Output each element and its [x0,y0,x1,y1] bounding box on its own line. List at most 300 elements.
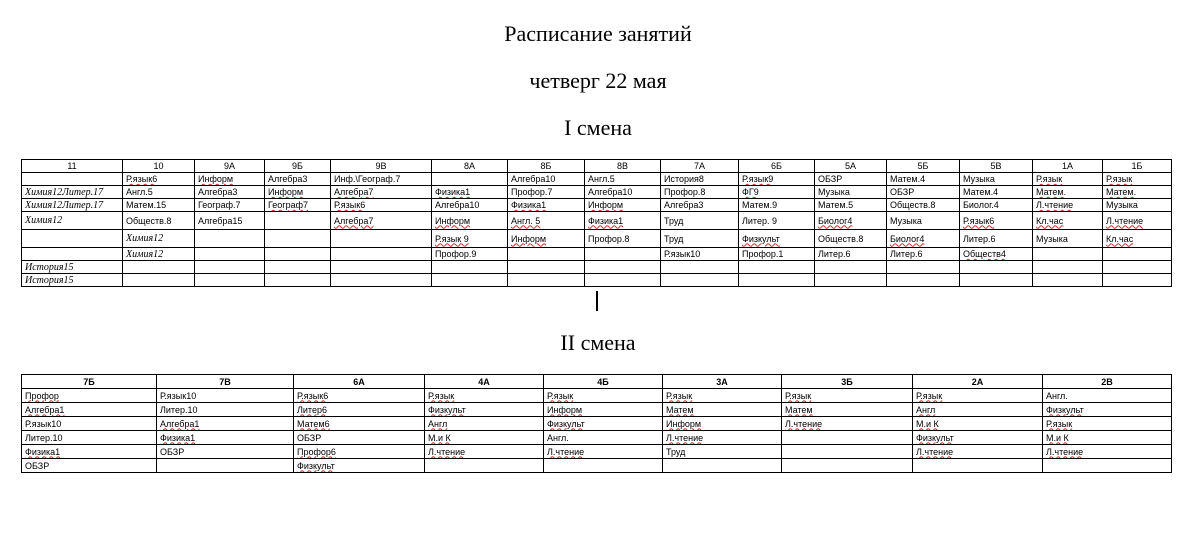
cell-text: Литер. 9 [742,215,777,226]
table-cell [157,403,294,417]
cell-text: Физкульт [428,404,466,415]
cell-text: Л.чтение [666,432,704,443]
table-cell [661,199,739,212]
table-row [22,248,1172,261]
cell-text: Р.язык [916,390,943,401]
cell-text: Литер6 [297,404,327,415]
cell-text: Литер.6 [818,249,851,259]
cell-text: Р.язык [666,390,693,401]
table-cell [663,445,782,459]
table-cell [265,230,331,248]
column-header: 3А [663,375,782,389]
cell-text: Р.язык [1036,174,1063,184]
table-cell [425,417,544,431]
table-cell [585,186,661,199]
table-row [22,417,1172,431]
table-cell [815,199,887,212]
cell-text: Р.язык6 [963,215,995,226]
cell-text: Матем [666,404,694,415]
table-header-row [22,160,1172,173]
cell-text: Алгебра15 [198,215,243,226]
cell-text: Профор [25,390,59,401]
table-cell [22,274,123,287]
table-cell [425,459,544,473]
table-cell [585,261,661,274]
cell-text: Химия12 [126,248,164,260]
table-cell [815,274,887,287]
cell-text: Англ. [547,432,569,443]
column-header: 6А [294,375,425,389]
table-row [22,186,1172,199]
column-header: 10 [123,160,195,173]
table-cell [661,230,739,248]
table-cell [960,199,1033,212]
column-header: 7А [661,160,739,173]
cell-text: Англ. 5 [511,215,541,226]
cell-text: Физкульт [1046,404,1084,415]
cell-text: Профор.7 [511,187,553,197]
table-cell [960,173,1033,186]
table-cell [585,230,661,248]
cell-text: Р.язык10 [160,390,197,401]
table-cell [195,212,265,230]
table-row [22,459,1172,473]
cell-text: Л.чтение [1036,200,1074,210]
column-header: 4А [425,375,544,389]
table-cell [22,248,123,261]
table-cell [1103,186,1172,199]
table-cell [544,403,663,417]
table-cell [508,212,585,230]
cell-text: Алгебра1 [160,418,200,429]
column-header: 5В [960,160,1033,173]
table-cell [508,173,585,186]
table-cell [1033,248,1103,261]
cell-text: Л.чтение [785,418,823,429]
table-cell [739,230,815,248]
table-cell [663,431,782,445]
cell-text: Англ [428,418,448,429]
cell-text: Алгебра10 [511,174,556,184]
cell-text: ОБЗР [818,174,843,184]
table-cell [157,431,294,445]
cell-text: Матем.4 [890,174,926,184]
table-cell [887,173,960,186]
table-cell [913,431,1043,445]
cell-text: Физкульт [742,233,780,244]
cell-text: ОБЗР [160,446,185,457]
table-cell [294,403,425,417]
cell-text: Р.язык [785,390,812,401]
table-cell [123,186,195,199]
table-cell [157,445,294,459]
table-cell [123,230,195,248]
table-row [22,230,1172,248]
table-row [22,274,1172,287]
table-cell [1033,199,1103,212]
cell-text: Англ.5 [126,187,153,197]
cell-text: Англ [916,404,936,415]
table-cell [432,173,508,186]
cell-text: Обществ.8 [818,233,864,244]
cell-text: Алгебра10 [435,200,480,210]
cell-text: Р.язык6 [297,390,329,401]
cell-text: Музыка [818,187,850,197]
cell-text: История8 [664,174,704,184]
cell-text: ОБЗР [890,187,915,197]
cell-text: Физкульт [297,460,335,471]
table-cell [887,199,960,212]
cell-text: Биолог4 [818,215,853,226]
table-cell [913,459,1043,473]
column-header: 2А [913,375,1043,389]
table-cell [22,403,157,417]
cell-text: Обществ.8 [126,215,172,226]
cell-text: Кл.час [1036,215,1064,226]
table-cell [22,459,157,473]
table-cell [1043,389,1172,403]
column-header: 1Б [1103,160,1172,173]
column-header: 5Б [887,160,960,173]
table-cell [815,230,887,248]
table-row [22,403,1172,417]
cell-text: Физика1 [435,187,471,197]
cell-text: Химия12 [25,215,63,226]
table-cell [544,459,663,473]
table-cell [815,248,887,261]
table-cell [661,274,739,287]
table-row [22,389,1172,403]
table-cell [782,445,913,459]
table-row [22,212,1172,230]
page-title: Расписание занятий [504,21,692,46]
table-cell [22,417,157,431]
cell-text: Алгебра3 [664,200,704,210]
cell-text: Инф.\Географ.7 [334,174,401,184]
table-cell [294,417,425,431]
table-cell [331,212,432,230]
table-cell [508,230,585,248]
table-cell [782,389,913,403]
cell-text: ФГ9 [742,187,759,197]
table-cell [294,445,425,459]
table-cell [1103,212,1172,230]
column-header: 8Б [508,160,585,173]
table-cell [887,248,960,261]
table-cell [782,459,913,473]
cell-text: Англ.5 [588,174,615,184]
cell-text: Матем.9 [742,200,778,210]
table-row [22,445,1172,459]
table-cell [425,403,544,417]
table-cell [432,186,508,199]
table-cell [913,417,1043,431]
table-cell [432,248,508,261]
column-header: 8В [585,160,661,173]
cell-text: Матем6 [297,418,330,429]
table-cell [663,459,782,473]
table-cell [294,459,425,473]
cell-text: Обществ.8 [890,200,936,210]
cell-text: Физика1 [588,215,624,226]
cell-text: Матем. [1036,187,1067,197]
cell-text: Труд [664,215,684,226]
table-cell [585,199,661,212]
cell-text: Л.чтение [547,446,585,457]
column-header: 5А [815,160,887,173]
table-cell [815,212,887,230]
cell-text: Химия12Литер.17 [25,186,104,198]
cell-text: Матем.15 [126,200,167,210]
cell-text: Л.чтение [1106,215,1144,226]
table-cell [739,212,815,230]
table-cell [432,261,508,274]
cell-text: Р.язык6 [334,200,366,210]
table-cell [1043,445,1172,459]
cell-text: Р.язык [1106,174,1133,184]
cell-text: М.и К [916,418,939,429]
cell-text: Труд [664,233,684,244]
table-cell [739,248,815,261]
shift-2-schedule-table [21,374,1172,473]
table-cell [960,248,1033,261]
table-cell [960,274,1033,287]
table-cell [661,261,739,274]
table-cell [22,261,123,274]
table-cell [508,186,585,199]
table-cell [425,431,544,445]
table-cell [432,199,508,212]
table-cell [123,261,195,274]
table-cell [432,230,508,248]
table-cell [1043,459,1172,473]
table-row [22,173,1172,186]
table-cell [887,186,960,199]
table-header-row [22,375,1172,389]
table-cell [1043,417,1172,431]
cell-text: Р.язык10 [664,249,701,259]
table-cell [22,431,157,445]
cell-text: Алгебра3 [268,174,308,184]
table-cell [22,186,123,199]
cell-text: Физкульт [916,432,954,443]
cell-text: Химия12Литер.17 [25,199,104,211]
cell-text: Англ. [1046,390,1068,401]
cell-text: Р.язык10 [25,418,62,429]
cell-text: Физика1 [160,432,196,443]
cell-text: Информ [198,174,234,184]
table-cell [544,431,663,445]
cell-text: Информ [666,418,702,429]
cell-text: Р.язык [547,390,574,401]
table-cell [960,261,1033,274]
cell-text: Музыка [963,174,995,184]
cell-text: Р.язык [428,390,455,401]
cell-text: Р.язык [1046,418,1073,429]
table-cell [265,248,331,261]
cell-text: Л.чтение [428,446,466,457]
table-cell [425,445,544,459]
date-title: четверг 22 мая [529,68,667,93]
table-cell [661,212,739,230]
cell-text: Информ [511,233,547,244]
table-cell [1103,274,1172,287]
table-cell [1103,199,1172,212]
table-cell [265,261,331,274]
table-row [22,431,1172,445]
table-cell [913,445,1043,459]
cell-text: Информ [588,200,624,210]
table-cell [739,199,815,212]
table-cell [22,389,157,403]
table-cell [887,274,960,287]
cell-text: Музыка [1106,200,1138,210]
table-cell [782,403,913,417]
table-cell [432,274,508,287]
table-cell [265,173,331,186]
table-cell [1103,230,1172,248]
shift-1-schedule-table [21,159,1172,287]
table-cell [544,417,663,431]
table-cell [739,261,815,274]
table-cell [815,173,887,186]
cell-text: Алгебра7 [334,215,374,226]
table-cell [782,431,913,445]
column-header: 7В [157,375,294,389]
table-cell [265,186,331,199]
table-cell [22,199,123,212]
column-header: 7Б [22,375,157,389]
table-cell [123,248,195,261]
table-cell [1103,261,1172,274]
table-cell [195,248,265,261]
table-cell [195,274,265,287]
table-cell [1033,212,1103,230]
cell-text: Матем.5 [818,200,854,210]
cell-text: Алгебра10 [588,187,633,197]
cell-text: Информ [547,404,583,415]
table-cell [913,389,1043,403]
table-cell [123,199,195,212]
cell-text: Информ [435,215,471,226]
table-cell [544,389,663,403]
cell-text: Географ7 [268,200,308,210]
cell-text: Музыка [890,215,922,226]
table-cell [739,274,815,287]
table-cell [1033,186,1103,199]
table-cell [195,261,265,274]
table-cell [739,173,815,186]
cell-text: Кл.час [1106,233,1134,244]
table-cell [585,173,661,186]
table-cell [195,230,265,248]
cell-text: Профор.9 [435,249,477,259]
cell-text: Физика1 [511,200,547,210]
table-cell [815,186,887,199]
table-cell [960,212,1033,230]
table-cell [432,212,508,230]
table-cell [960,230,1033,248]
cell-text: Р.язык 9 [435,233,469,244]
table-cell [265,212,331,230]
table-cell [331,199,432,212]
cell-text: История15 [25,261,74,273]
table-cell [123,173,195,186]
table-cell [1033,230,1103,248]
table-cell [544,445,663,459]
cell-text: Алгебра3 [198,187,238,197]
column-header: 9А [195,160,265,173]
table-cell [739,186,815,199]
table-cell [331,230,432,248]
table-cell [887,230,960,248]
table-cell [331,186,432,199]
table-cell [508,261,585,274]
table-cell [585,274,661,287]
table-cell [157,417,294,431]
table-cell [1043,431,1172,445]
table-row [22,199,1172,212]
cell-text: Обществ4 [963,249,1006,259]
column-header: 3Б [782,375,913,389]
table-cell [663,389,782,403]
table-cell [157,389,294,403]
table-cell [294,431,425,445]
table-cell [663,403,782,417]
table-cell [887,261,960,274]
table-cell [123,274,195,287]
table-cell [294,389,425,403]
table-cell [265,274,331,287]
table-cell [663,417,782,431]
column-header: 1А [1033,160,1103,173]
cell-text: М.и К [428,432,451,443]
cell-text: Литер.10 [160,404,198,415]
cell-text: Профор.8 [664,187,706,197]
table-cell [960,186,1033,199]
cell-text: Р.язык6 [126,174,158,184]
table-cell [22,445,157,459]
column-header: 4Б [544,375,663,389]
cell-text: М.и К [1046,432,1069,443]
table-cell [1103,173,1172,186]
text-cursor [596,291,598,311]
table-row [22,261,1172,274]
table-cell [195,186,265,199]
cell-text: Алгебра1 [25,404,65,415]
column-header: 6Б [739,160,815,173]
table-cell [887,212,960,230]
table-cell [508,274,585,287]
table-cell [1033,173,1103,186]
cell-text: Литер.6 [890,249,923,259]
table-cell [123,212,195,230]
cell-text: ОБЗР [297,432,322,443]
cell-text: Профор.1 [742,249,784,259]
table-cell [815,261,887,274]
table-cell [661,173,739,186]
cell-text: Физкульт [547,418,585,429]
table-cell [22,173,123,186]
cell-text: Р.язык9 [742,174,774,184]
table-cell [331,274,432,287]
cell-text: Л.чтение [916,446,954,457]
cell-text: Матем [785,404,813,415]
table-cell [782,417,913,431]
table-cell [508,199,585,212]
cell-text: Информ [268,187,304,197]
table-cell [22,230,123,248]
